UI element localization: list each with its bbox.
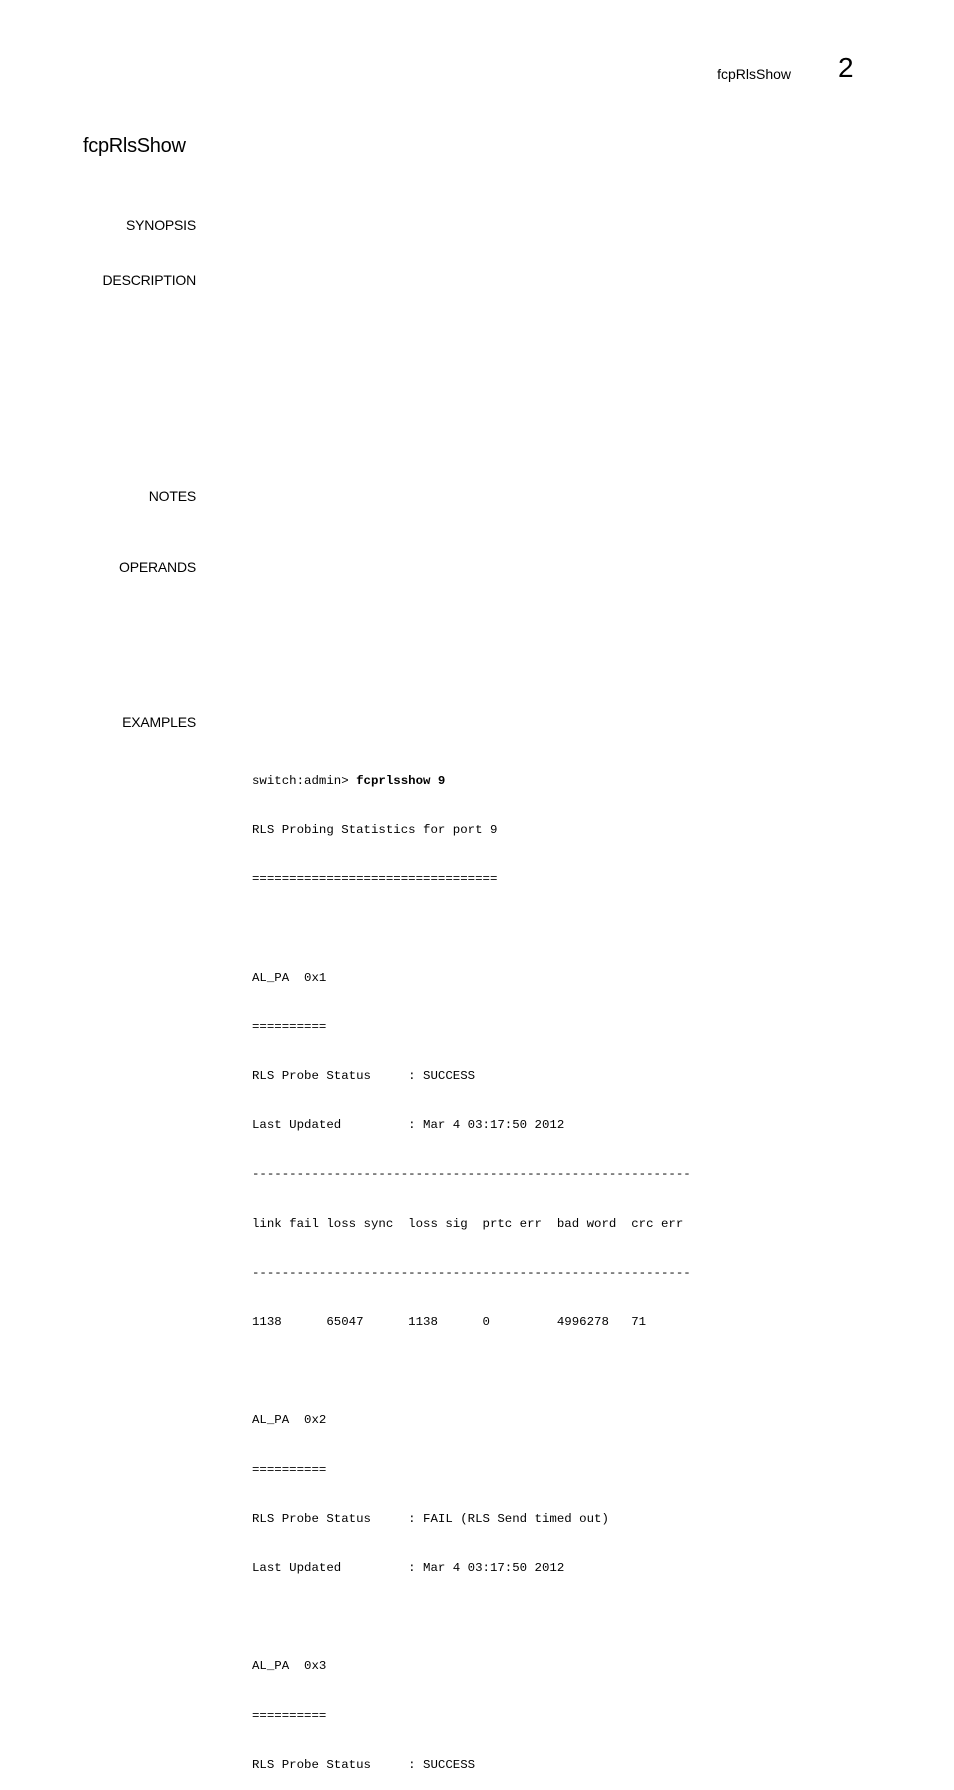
code-line: ----------------------------------------------------------- bbox=[252, 1265, 691, 1280]
section-label-operands: OPERANDS bbox=[119, 559, 196, 575]
code-line bbox=[252, 1609, 691, 1625]
code-line: AL_PA 0x2 bbox=[252, 1413, 327, 1428]
command-line bbox=[252, 773, 691, 789]
code-line: RLS Probe Status : SUCCESS bbox=[252, 1757, 476, 1772]
section-label-notes: NOTES bbox=[148, 488, 196, 504]
code-line bbox=[252, 1363, 691, 1379]
code-line: RLS Probe Status : FAIL (RLS Send timed out) bbox=[252, 1511, 609, 1526]
chapter-number: 2 bbox=[838, 52, 854, 83]
code-line: ========== bbox=[252, 1019, 327, 1034]
code-line: AL_PA 0x3 bbox=[252, 1659, 327, 1674]
code-line: Last Updated : Mar 4 03:17:50 2012 bbox=[252, 1561, 565, 1576]
section-label-description: DESCRIPTION bbox=[102, 272, 196, 288]
shell-prompt: switch:admin> bbox=[252, 773, 357, 788]
code-line: link fail loss sync loss sig prtc err bad word crc err bbox=[252, 1216, 684, 1231]
code-line: ================================= bbox=[252, 872, 498, 887]
code-line bbox=[252, 920, 691, 936]
code-line: 1138 65047 1138 0 4996278 71 bbox=[252, 1315, 647, 1330]
code-line: AL_PA 0x1 bbox=[252, 970, 327, 985]
example-code-block bbox=[252, 740, 691, 1790]
running-header: fcpRlsShow bbox=[717, 66, 791, 82]
code-line: ========== bbox=[252, 1462, 327, 1477]
command-text: fcprlsshow 9 bbox=[356, 773, 446, 788]
code-line: RLS Probe Status : SUCCESS bbox=[252, 1069, 476, 1084]
section-label-synopsis: SYNOPSIS bbox=[126, 217, 196, 233]
code-line: ----------------------------------------------------------- bbox=[252, 1167, 691, 1182]
code-line: ========== bbox=[252, 1708, 327, 1723]
page-title: fcpRlsShow bbox=[83, 135, 186, 157]
code-line: Last Updated : Mar 4 03:17:50 2012 bbox=[252, 1118, 565, 1133]
code-line: RLS Probing Statistics for port 9 bbox=[252, 823, 498, 838]
section-label-examples: EXAMPLES bbox=[122, 714, 196, 730]
